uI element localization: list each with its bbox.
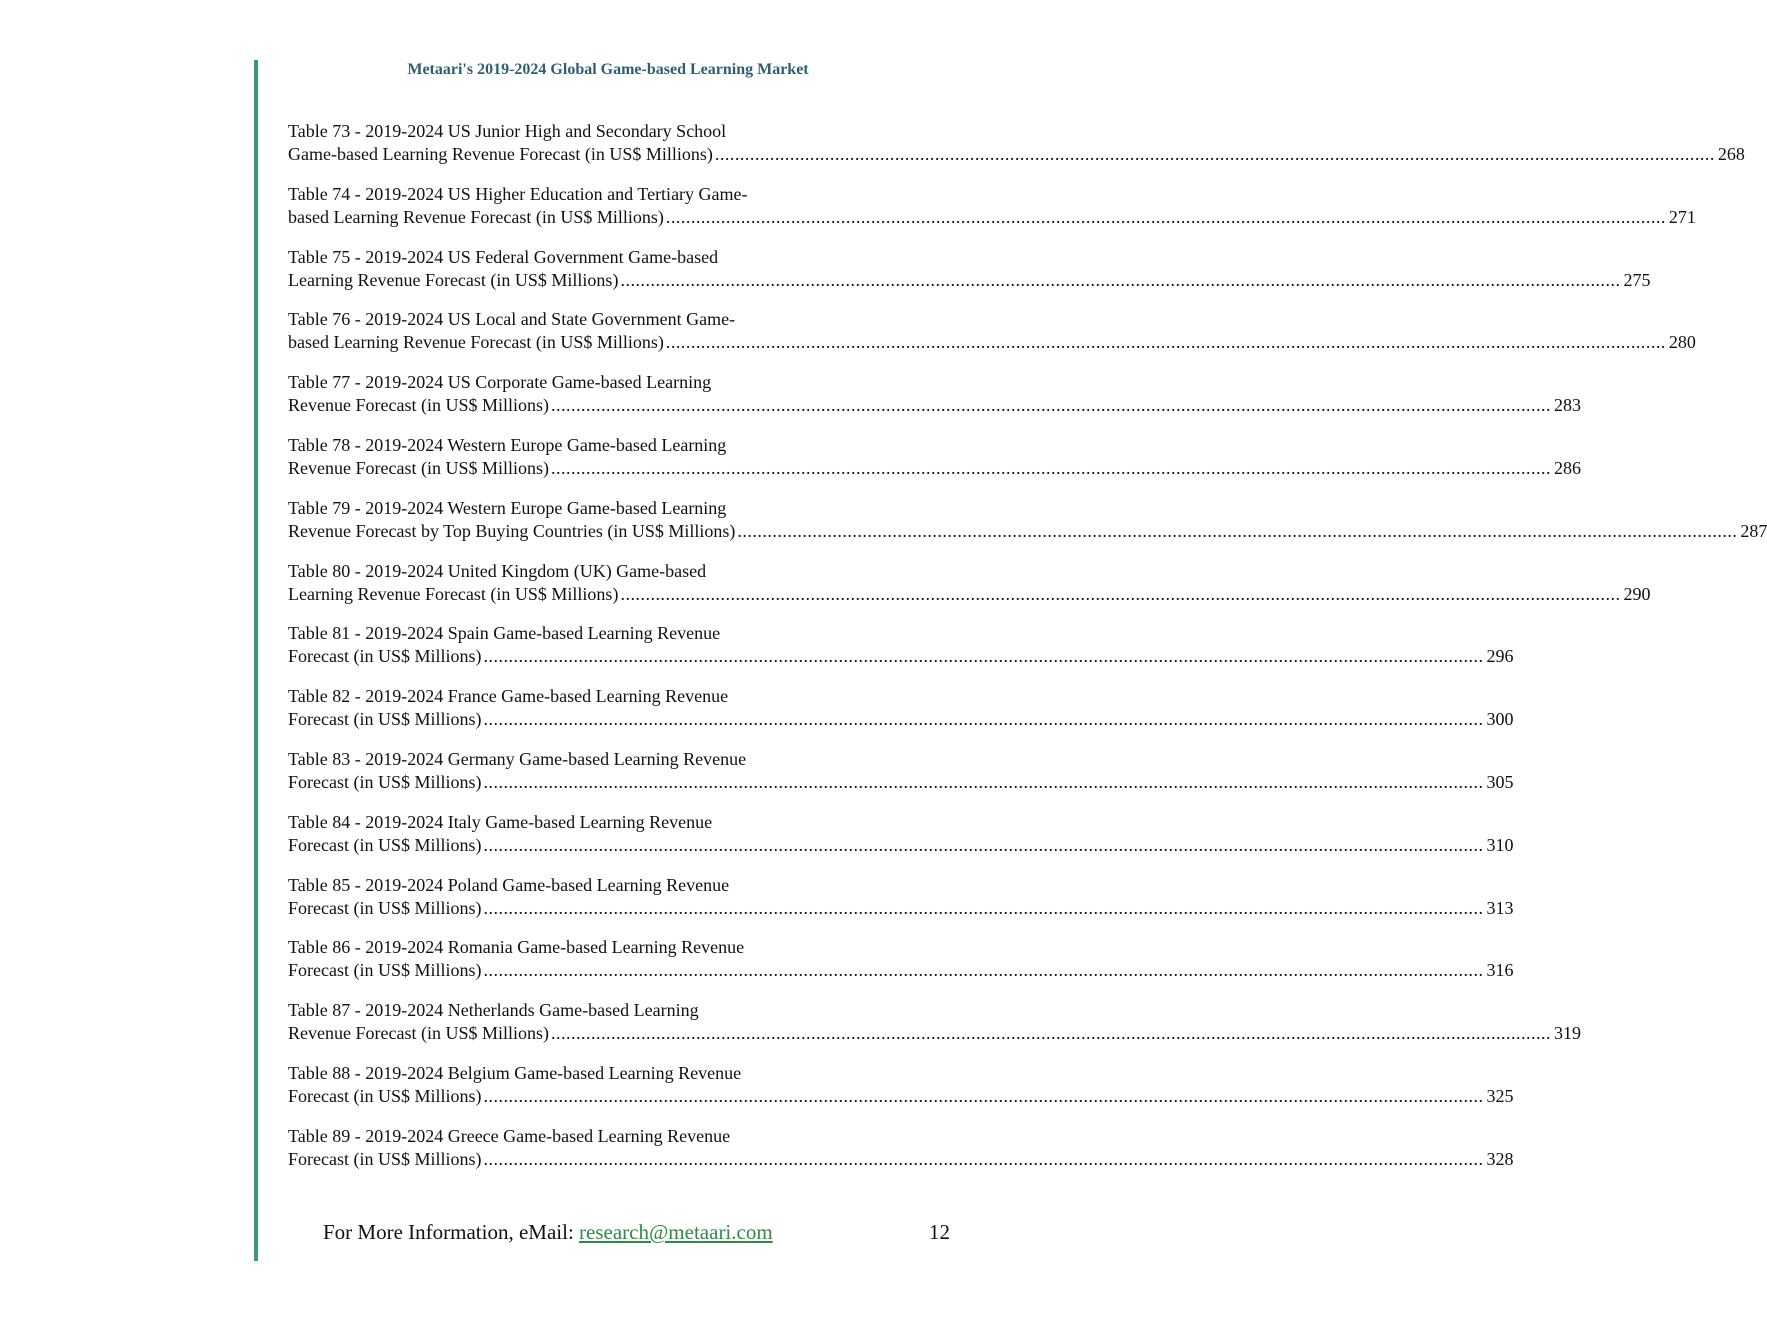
dot-leader: ........................................................................................................................................................................................................: [550, 395, 1551, 416]
dot-leader: ........................................................................................................................................................................................................: [483, 960, 1484, 981]
toc-entry-title: Table 85 - 2019-2024 Poland Game-based Learning Revenue: [288, 874, 730, 895]
toc-page-number: 283: [1553, 395, 1581, 416]
toc-entry-title-cont: based Learning Revenue Forecast (in US$ Millions): [288, 332, 664, 353]
toc-entry-title-cont: Forecast (in US$ Millions): [288, 1148, 482, 1169]
toc-entry-title: Table 89 - 2019-2024 Greece Game-based Learning Revenue: [288, 1125, 731, 1146]
toc-entry[interactable]: [288, 560, 1651, 606]
running-header: Metaari's 2019-2024 Global Game-based Learning Market: [407, 61, 809, 78]
toc-page-number: 280: [1668, 332, 1696, 353]
toc-page-number: 316: [1486, 960, 1514, 981]
dot-leader: ........................................................................................................................................................................................................: [483, 897, 1484, 918]
toc-entry-title: Table 84 - 2019-2024 Italy Game-based Learning Revenue: [288, 811, 713, 832]
toc-entry-title: Table 78 - 2019-2024 Western Europe Game-based Learning: [288, 434, 727, 455]
toc-entry-title-cont: Learning Revenue Forecast (in US$ Millions): [288, 269, 619, 290]
dot-leader: ........................................................................................................................................................................................................: [714, 144, 1715, 164]
toc-entry-title: Table 76 - 2019-2024 US Local and State Government Game-: [288, 309, 736, 330]
toc-entry-title-cont: Forecast (in US$ Millions): [288, 960, 482, 981]
toc-entry[interactable]: [288, 874, 1514, 920]
toc-entry-title: Table 87 - 2019-2024 Netherlands Game-based Learning: [288, 1000, 699, 1021]
dot-leader: ........................................................................................................................................................................................................: [483, 1148, 1484, 1169]
toc-entry[interactable]: [288, 371, 1581, 417]
toc-entry-title: Table 79 - 2019-2024 Western Europe Game-based Learning: [288, 497, 727, 518]
dot-leader: ........................................................................................................................................................................................................: [483, 834, 1484, 855]
toc-page-number: 313: [1486, 897, 1514, 918]
toc-entry[interactable]: [288, 246, 1651, 292]
email-link[interactable]: research@metaari.com: [579, 1220, 773, 1244]
toc-entry[interactable]: [288, 183, 1696, 229]
page-number: 12: [929, 1220, 950, 1244]
toc-page-number: 275: [1623, 269, 1651, 290]
toc-entry[interactable]: [288, 1125, 1514, 1171]
footer-label: For More Information, eMail:: [323, 1220, 580, 1244]
toc-entry-title-cont: Revenue Forecast (in US$ Millions): [288, 457, 549, 478]
toc-entry-title-cont: Revenue Forecast by Top Buying Countries (in US$ Millions): [288, 520, 736, 541]
toc-entry[interactable]: [288, 497, 1767, 543]
dot-leader: ........................................................................................................................................................................................................: [483, 709, 1484, 730]
table-of-contents: [288, 120, 1767, 1188]
toc-entry-title-cont: Learning Revenue Forecast (in US$ Millions): [288, 583, 619, 604]
dot-leader: ........................................................................................................................................................................................................: [550, 457, 1551, 478]
toc-page-number: 287: [1740, 520, 1767, 541]
dot-leader: ........................................................................................................................................................................................................: [737, 520, 1738, 541]
toc-entry-title: Table 81 - 2019-2024 Spain Game-based Learning Revenue: [288, 623, 721, 644]
toc-entry-title-cont: Game-based Learning Revenue Forecast (in US$ Millions): [288, 144, 713, 164]
toc-entry-title-cont: Forecast (in US$ Millions): [288, 834, 482, 855]
toc-entry-title-cont: Forecast (in US$ Millions): [288, 709, 482, 730]
toc-entry[interactable]: [288, 120, 1745, 166]
toc-entry-title-cont: Forecast (in US$ Millions): [288, 897, 482, 918]
toc-entry-title: Table 88 - 2019-2024 Belgium Game-based Learning Revenue: [288, 1062, 742, 1083]
toc-entry[interactable]: [288, 936, 1514, 982]
toc-entry-title: Table 77 - 2019-2024 US Corporate Game-based Learning: [288, 372, 712, 393]
left-accent-rule: [254, 60, 258, 1261]
toc-entry[interactable]: [288, 999, 1581, 1045]
toc-entry-title-cont: Forecast (in US$ Millions): [288, 771, 482, 792]
toc-page-number: 290: [1623, 583, 1651, 604]
toc-entry[interactable]: [288, 685, 1514, 731]
toc-entry-title-cont: Revenue Forecast (in US$ Millions): [288, 1023, 549, 1044]
dot-leader: ........................................................................................................................................................................................................: [620, 583, 1621, 604]
footer-contact: [323, 1220, 773, 1245]
dot-leader: ........................................................................................................................................................................................................: [665, 206, 1666, 227]
toc-page-number: 319: [1553, 1023, 1581, 1044]
toc-page-number: 328: [1486, 1148, 1514, 1169]
toc-entry-title: Table 80 - 2019-2024 United Kingdom (UK) Game-based: [288, 560, 707, 581]
toc-entry[interactable]: [288, 1062, 1514, 1108]
toc-entry-title-cont: Forecast (in US$ Millions): [288, 646, 482, 667]
toc-page-number: 310: [1486, 834, 1514, 855]
toc-page-number: 305: [1486, 771, 1514, 792]
dot-leader: ........................................................................................................................................................................................................: [483, 1085, 1484, 1106]
toc-entry-title-cont: based Learning Revenue Forecast (in US$ Millions): [288, 206, 664, 227]
toc-page-number: 296: [1486, 646, 1514, 667]
toc-page-number: 271: [1668, 206, 1696, 227]
toc-entry[interactable]: [288, 308, 1696, 354]
toc-page-number: 286: [1553, 457, 1581, 478]
toc-entry-title: Table 74 - 2019-2024 US Higher Education and Tertiary Game-: [288, 183, 748, 204]
toc-entry[interactable]: [288, 622, 1514, 668]
toc-page-number: 325: [1486, 1085, 1514, 1106]
dot-leader: ........................................................................................................................................................................................................: [550, 1023, 1551, 1044]
dot-leader: ........................................................................................................................................................................................................: [483, 771, 1484, 792]
dot-leader: ........................................................................................................................................................................................................: [620, 269, 1621, 290]
toc-entry-title: Table 83 - 2019-2024 Germany Game-based Learning Revenue: [288, 748, 747, 769]
dot-leader: ........................................................................................................................................................................................................: [483, 646, 1484, 667]
toc-entry-title: Table 75 - 2019-2024 US Federal Government Game-based: [288, 246, 719, 267]
toc-entry-title-cont: Forecast (in US$ Millions): [288, 1085, 482, 1106]
toc-entry-title: Table 82 - 2019-2024 France Game-based Learning Revenue: [288, 686, 729, 707]
toc-entry[interactable]: [288, 748, 1514, 794]
dot-leader: ........................................................................................................................................................................................................: [665, 332, 1666, 353]
toc-entry-title-cont: Revenue Forecast (in US$ Millions): [288, 395, 549, 416]
toc-page-number: 300: [1486, 709, 1514, 730]
toc-entry-title: Table 73 - 2019-2024 US Junior High and Secondary School: [288, 121, 727, 141]
toc-entry[interactable]: [288, 811, 1514, 857]
toc-entry[interactable]: [288, 434, 1581, 480]
toc-page-number: 268: [1717, 144, 1745, 164]
toc-entry-title: Table 86 - 2019-2024 Romania Game-based Learning Revenue: [288, 937, 745, 958]
